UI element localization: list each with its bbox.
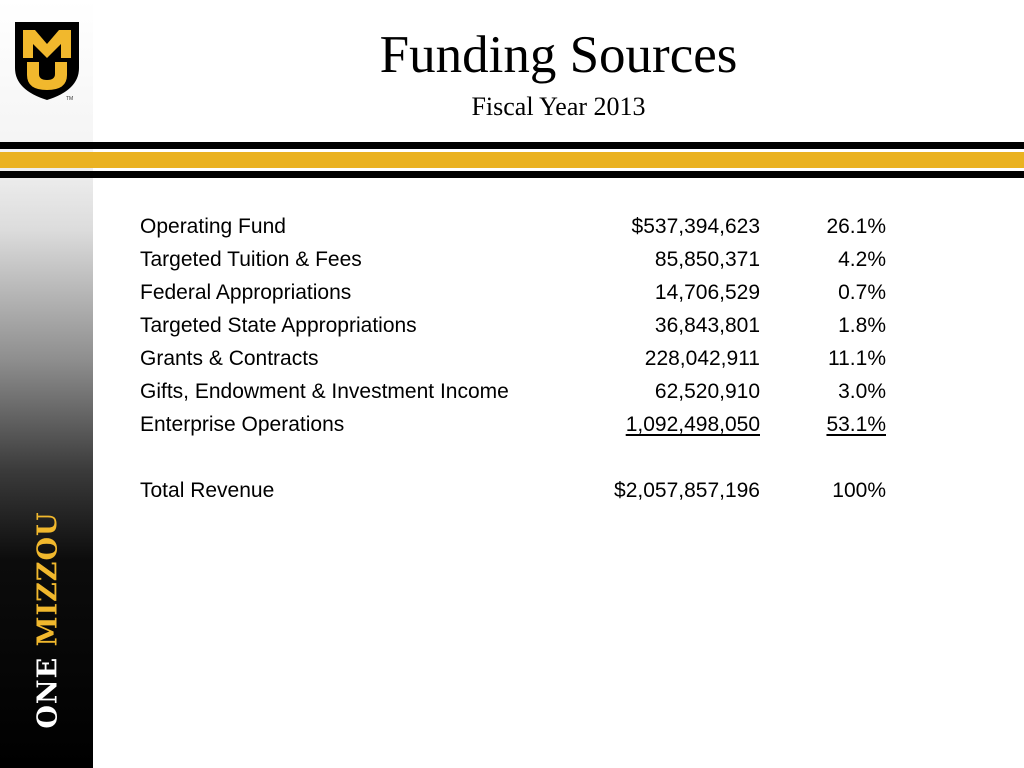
total-amount: $2,057,857,196 (614, 479, 760, 502)
total-percent: 100% (832, 479, 886, 502)
row-label: Enterprise Operations (140, 413, 345, 436)
row-amount: $537,394,623 (631, 215, 760, 238)
row-label: Federal Appropriations (140, 281, 352, 304)
row-label: Targeted Tuition & Fees (140, 248, 362, 271)
row-percent: 1.8% (838, 314, 886, 337)
total-row (140, 479, 900, 512)
table-row (140, 413, 900, 446)
table-row (140, 347, 900, 380)
row-label: Gifts, Endowment & Investment Income (140, 380, 509, 403)
table-row (140, 380, 900, 413)
row-amount: 85,850,371 (654, 248, 760, 271)
gold-stripe (0, 152, 1024, 168)
table-row (140, 248, 900, 281)
row-percent: 53.1% (826, 413, 886, 436)
table-row (140, 314, 900, 347)
table-row (140, 215, 900, 248)
one-mizzou-tagline (33, 511, 64, 728)
row-label: Operating Fund (140, 215, 286, 238)
funding-table (140, 215, 900, 512)
row-amount: 62,520,910 (654, 380, 760, 403)
trademark-mark: TM (66, 96, 74, 102)
row-amount: 228,042,911 (644, 347, 760, 370)
row-amount: 14,706,529 (654, 281, 760, 304)
black-stripe-bottom (0, 171, 1024, 178)
total-label: Total Revenue (140, 479, 275, 502)
slide-subtitle: Fiscal Year 2013 (471, 92, 646, 121)
row-percent: 26.1% (826, 215, 886, 238)
row-percent: 3.0% (838, 380, 886, 403)
slide-title: Funding Sources (379, 26, 738, 84)
mu-logo-icon (13, 20, 81, 102)
tagline-mizzou: MIZZOU (32, 511, 64, 647)
row-percent: 11.1% (828, 347, 886, 370)
row-amount: 36,843,801 (654, 314, 760, 337)
row-label: Grants & Contracts (140, 347, 319, 370)
table-row (140, 281, 900, 314)
row-amount: 1,092,498,050 (625, 413, 760, 436)
row-label: Targeted State Appropriations (140, 314, 417, 337)
row-percent: 0.7% (838, 281, 886, 304)
sidebar-band (0, 0, 93, 768)
black-stripe-top (0, 142, 1024, 149)
row-percent: 4.2% (838, 248, 886, 271)
tagline-one: ONE (32, 656, 64, 729)
